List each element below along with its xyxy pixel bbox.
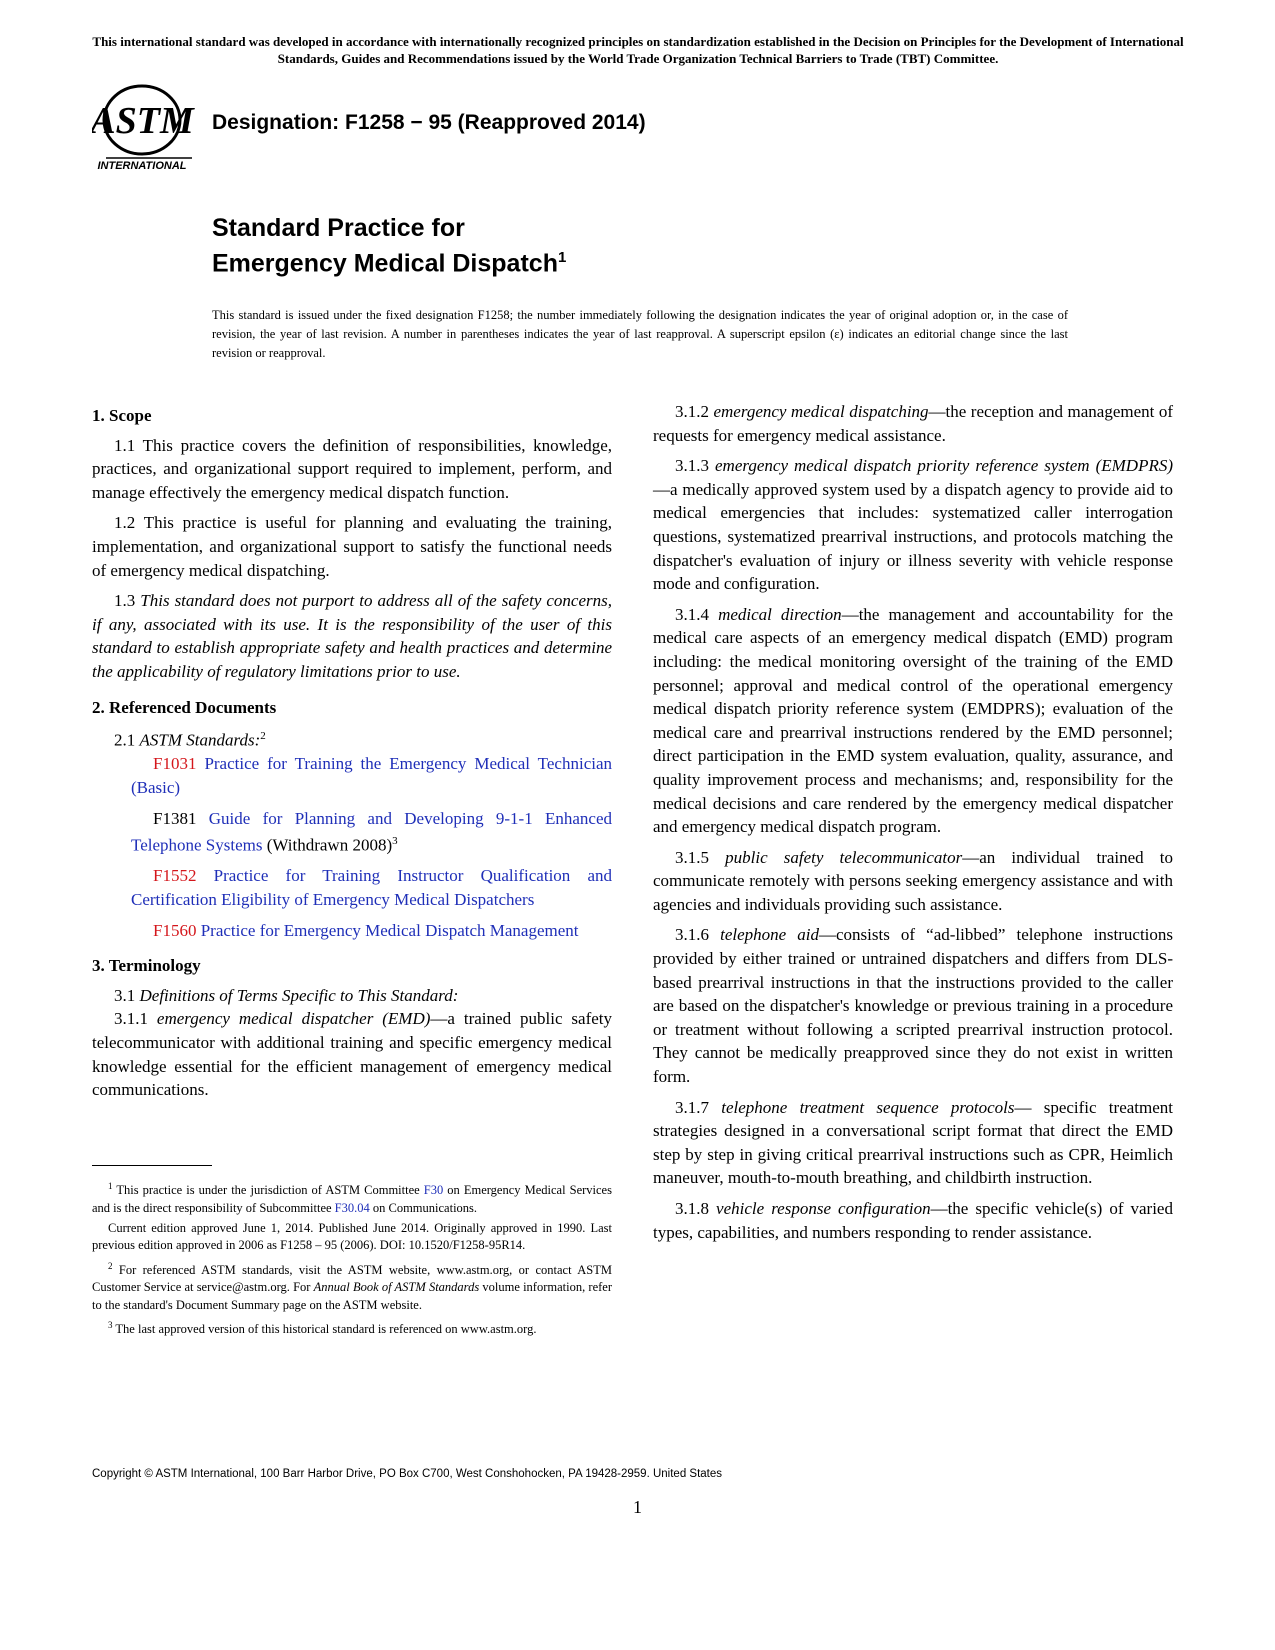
preamble: This standard is issued under the fixed designation F1258; the number immediately following the designation indicates the year of original adoption or, in the case of revision, the year of last revision. A number in parentheses indicates the year of last reapproval. A superscript epsilon (ε) indicates an editorial change since the last revision or reapproval. xyxy=(212,308,1068,360)
page-number: 1 xyxy=(633,1497,642,1517)
f30-04-link[interactable]: F30.04 xyxy=(334,1200,370,1215)
title-line-1: Standard Practice for xyxy=(212,214,465,242)
scope-heading: 1. Scope xyxy=(92,406,152,425)
logo-subtext: INTERNATIONAL xyxy=(97,160,187,172)
terminology-heading: 3. Terminology xyxy=(92,956,201,976)
f30-link[interactable]: F30 xyxy=(423,1183,444,1198)
logo-text: ASTM xyxy=(92,100,194,142)
astm-logo xyxy=(92,82,196,172)
scope-1-1: 1.1 This practice covers the definition of responsibilities, knowledge, practices, and organizational support required to implement, perform, and manage effectively the emergency medical dispatch function. xyxy=(92,435,612,502)
copyright: Copyright © ASTM International, 100 Barr Harbor Drive, PO Box C700, West Conshohocken, PA 19428-2959. United States xyxy=(92,1468,723,1480)
definition-3-1-4: 3.1.4 medical direction—the management and accountability for the medical care aspects of an emergency medical dispatch (EMD) program including: the medical monitoring oversight of the training of the EMD personnel; approval and medical control of the operational emergency medical dispatch priority reference system (EMDPRS); evaluation of the medical care and prearrival instructions rendered by the EMD personnel; direct participation in the EMD system evaluation, quality, assurance, and quality improvement process and mechanisms; and, responsibility for the medical decisions and care rendered by the emergency medical dispatcher and emergency medical dispatch program. xyxy=(653,604,1174,837)
ref-f1560[interactable]: F1560 Practice for Emergency Medical Dispatch Management xyxy=(153,920,579,940)
scope-1-2: 1.2 This practice is useful for planning and evaluating the training, implementation, and organizational support to satisfy the functional needs of emergency medical dispatching. xyxy=(92,513,612,580)
footnote-divider xyxy=(92,1165,212,1166)
definition-3-1-5: 3.1.5 public safety telecommunicator—an individual trained to communicate remotely with persons seeking emergency assistance and with agencies and individuals providing such assistance. xyxy=(653,847,1174,914)
footnote-3: $^3$ The last approved version of this historical standard is referenced on www.astm.org. xyxy=(108,1320,537,1337)
right-column xyxy=(653,400,1173,1251)
designation: Designation: F1258 − 95 (Reapproved 2014) xyxy=(212,111,646,134)
top-notice: This international standard was developed in accordance with internationally recognized principles on standardization established in the Decision on Principles for the Development of International Standards, Guides and Recommendations issued by the World Trade Organization Technical Barriers to Trade (TBT) Committee. xyxy=(92,34,1184,66)
definition-3-1-8: 3.1.8 vehicle response configuration—the specific vehicle(s) of varied types, capabilities, and numbers responding to render assistance. xyxy=(653,1199,1173,1242)
footnote-1-edition: Current edition approved June 1, 2014. Published June 2014. Originally approved in 1990. Last previous edition approved in 2006 as F1258 – 95 (2006). DOI: 10.1520/F1258-95R14. xyxy=(92,1220,612,1253)
page-title xyxy=(212,213,566,278)
scope-1-3: 1.3 This standard does not purport to address all of the safety concerns, if any, associated with its use. It is the responsibility of the user of this standard to establish appropriate safety and health practices and determine the applicability of regulatory limitations prior to use. xyxy=(92,591,613,681)
title-line-2: Emergency Medical Dispatch xyxy=(212,249,558,278)
referenced-heading: 2. Referenced Documents xyxy=(92,697,277,717)
footnote-2: $^2$ For referenced ASTM standards, visit the ASTM website, www.astm.org, or contact ASTM Customer Service at service@astm.org. For Annual Book of ASTM Standards volume information, refer to the standard's Document Summary page on the ASTM website. xyxy=(92,1260,612,1312)
definitions-label: 3.1 Definitions of Terms Specific to This Standard: xyxy=(114,985,459,1005)
definition-3-1-7: 3.1.7 telephone treatment sequence protocols— specific treatment strategies designed in a conversational script format that direct the EMD step by step in giving critical prearrival instructions such as CPR, Heimlich maneuver, mouth-to-mouth breathing, and childbirth instruction. xyxy=(653,1097,1173,1188)
title-footnote-mark: 1 xyxy=(557,249,567,266)
footnotes xyxy=(92,1178,612,1342)
ref-f1031[interactable]: F1031 Practice for Training the Emergency Medical Technician (Basic) xyxy=(131,754,613,797)
footnote-1: $^1$ This practice is under the jurisdiction of ASTM Committee F30 on Emergency Medical Services and is the direct responsibility of Subcommittee F30.04 on Communications. xyxy=(92,1181,612,1215)
definition-3-1-2: 3.1.2 emergency medical dispatching—the reception and management of requests for emergency medical assistance. xyxy=(653,402,1173,445)
definition-3-1-1: 3.1.1 emergency medical dispatcher (EMD)—a trained public safety telecommunicator with additional training and specific emergency medical knowledge essential for the efficient management of emergency medical communications. xyxy=(92,1009,612,1100)
ref-f1381[interactable]: F1381 Guide for Planning and Developing 9-1-1 Enhanced Telephone Systems (Withdrawn 2008)$^3$ xyxy=(131,808,612,855)
astm-standards-label: 2.1 ASTM Standards:$^2$ xyxy=(114,730,266,750)
definition-3-1-6: 3.1.6 telephone aid—consists of “ad-libbed” telephone instructions provided by either trained or untrained dispatchers and differs from DLS-based prearrival instructions in that the instructions provided to the caller are based on the dispatcher's knowledge or previous training in a procedure or treatment without following a scripted prearrival instruction protocol. They cannot be medically preapproved since they do not exist in written form. xyxy=(653,925,1174,1087)
ref-f1552[interactable]: F1552 Practice for Training Instructor Qualification and Certification Eligibility of Emergency Medical Dispatchers xyxy=(131,866,612,909)
definition-3-1-3: 3.1.3 emergency medical dispatch priority reference system (EMDPRS)—a medically approved system used by a dispatch agency to provide aid to medical emergencies that includes: systematized caller interrogation questions, systematized prearrival instructions, and protocols matching the dispatcher's evaluation of injury or illness severity with vehicle response mode and configuration. xyxy=(653,456,1173,594)
left-column xyxy=(92,400,612,1109)
